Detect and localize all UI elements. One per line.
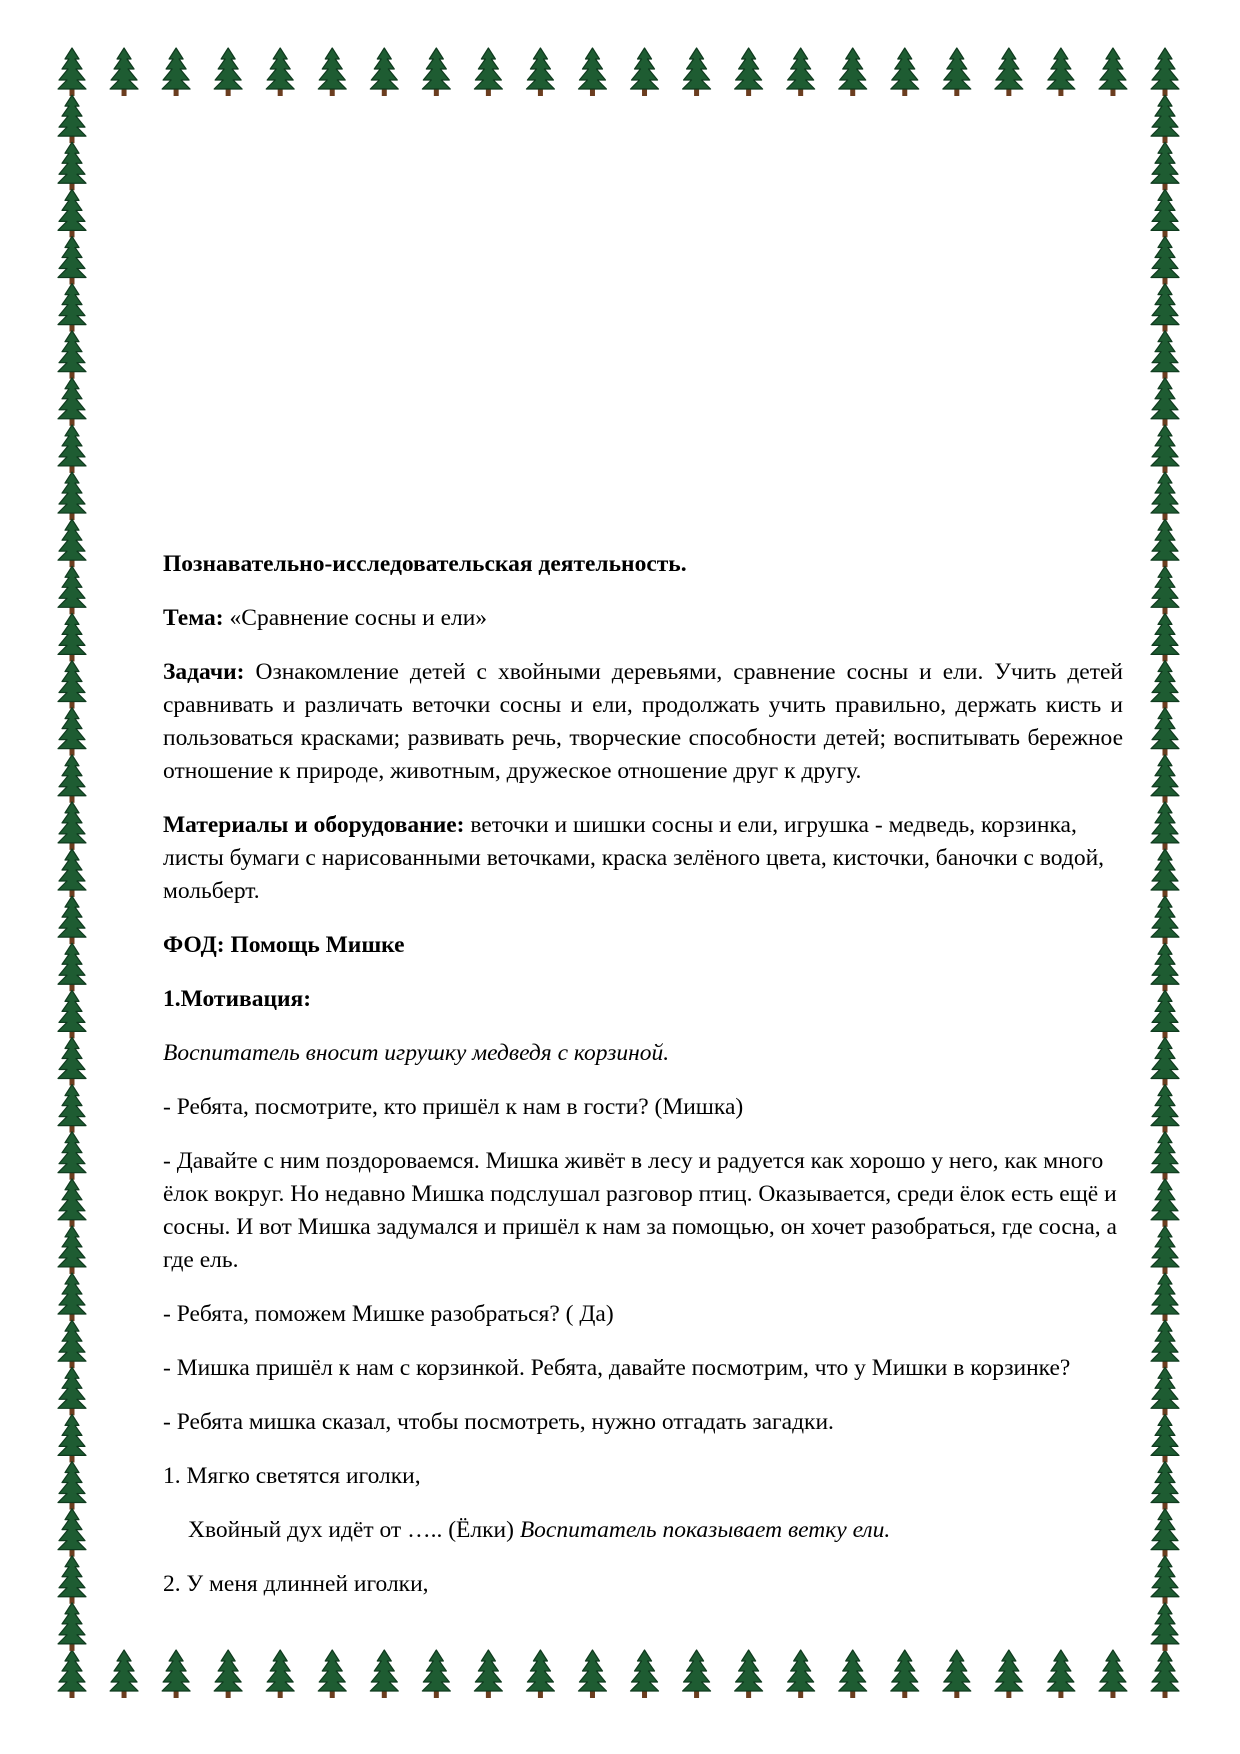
fir-tree-icon xyxy=(370,48,398,96)
fir-tree-icon xyxy=(1151,1132,1179,1180)
fir-tree-icon xyxy=(58,849,86,897)
fir-tree-icon xyxy=(891,1650,919,1698)
fir-tree-icon xyxy=(1151,1037,1179,1085)
fir-tree-icon xyxy=(58,284,86,332)
fir-tree-icon xyxy=(1151,1367,1179,1415)
fir-tree-icon xyxy=(1151,708,1179,756)
fir-tree-icon xyxy=(1151,896,1179,944)
fir-tree-icon xyxy=(943,1650,971,1698)
fir-tree-icon xyxy=(58,378,86,426)
fir-tree-icon xyxy=(631,1650,659,1698)
fir-tree-icon xyxy=(58,896,86,944)
fir-tree-icon xyxy=(58,519,86,567)
fir-tree-icon xyxy=(58,1132,86,1180)
materials: Материалы и оборудование: веточки и шишки сосны и ели, игрушка - медведь, корзинка, листы бумаги с нарисованными веточками, краска зелёного цвета, кисточки, баночки с водой, мольберт. xyxy=(163,812,1105,904)
fir-tree-icon xyxy=(1151,1462,1179,1510)
fir-tree-icon xyxy=(318,48,346,96)
fir-tree-icon xyxy=(1151,425,1179,473)
fir-tree-icon xyxy=(578,1650,606,1698)
fir-tree-icon xyxy=(1151,755,1179,803)
fir-tree-icon xyxy=(58,1414,86,1462)
fir-tree-icon xyxy=(58,661,86,709)
fir-tree-icon xyxy=(58,1556,86,1604)
fir-tree-icon xyxy=(58,1509,86,1557)
fir-tree-icon xyxy=(735,48,763,96)
fir-tree-icon xyxy=(58,943,86,991)
document-body xyxy=(163,548,1123,1622)
fir-tree-icon xyxy=(58,189,86,237)
fir-tree-icon xyxy=(526,48,554,96)
fir-tree-icon xyxy=(1151,566,1179,614)
fir-tree-icon xyxy=(266,48,294,96)
dialog-line: - Давайте с ним поздороваемся. Мишка живёт в лесу и радуется как хорошо у него, как много ёлок вокруг. Но недавно Мишка подслушал разговор птиц. Оказывается, среди ёлок есть ещё и сосны. И вот Мишка задумался и пришёл к нам за помощью, он хочет разобраться, где сосна, а где ель. xyxy=(163,1148,1117,1273)
fir-tree-icon xyxy=(578,48,606,96)
dialog-line: - Ребята мишка сказал, чтобы посмотреть, нужно отгадать загадки. xyxy=(163,1409,834,1435)
riddle-1-line-2: Хвойный дух идёт от ….. (Ёлки) Воспитатель показывает ветку ели. xyxy=(188,1517,891,1543)
fir-tree-icon xyxy=(1151,1414,1179,1462)
fir-tree-icon xyxy=(735,1650,763,1698)
fir-tree-icon xyxy=(891,48,919,96)
fir-tree-icon xyxy=(422,48,450,96)
fir-tree-icon xyxy=(162,48,190,96)
fir-tree-icon xyxy=(1099,1650,1127,1698)
fir-tree-icon xyxy=(1151,943,1179,991)
fir-tree-icon xyxy=(1151,1509,1179,1557)
fir-tree-icon xyxy=(787,48,815,96)
fir-tree-icon xyxy=(58,48,86,96)
fir-tree-icon xyxy=(1151,1603,1179,1651)
fir-tree-icon xyxy=(1151,1179,1179,1227)
motivation-title: 1.Мотивация: xyxy=(163,986,312,1012)
fir-tree-icon xyxy=(58,990,86,1038)
fir-tree-icon xyxy=(162,1650,190,1698)
fir-tree-icon xyxy=(1151,331,1179,379)
dialog-line: - Мишка пришёл к нам с корзинкой. Ребята, давайте посмотрим, что у Мишки в корзинке? xyxy=(163,1355,1071,1381)
fir-tree-icon xyxy=(58,95,86,143)
fir-tree-icon xyxy=(1151,1650,1179,1698)
fir-tree-icon xyxy=(318,1650,346,1698)
fir-tree-icon xyxy=(474,48,502,96)
fir-tree-icon xyxy=(58,802,86,850)
fir-tree-icon xyxy=(1151,519,1179,567)
riddle-2: 2. У меня длинней иголки, xyxy=(163,1571,429,1597)
fir-tree-icon xyxy=(1151,990,1179,1038)
fir-tree-icon xyxy=(1151,1556,1179,1604)
fir-tree-icon xyxy=(1151,142,1179,190)
fir-tree-icon xyxy=(1151,378,1179,426)
fir-tree-icon xyxy=(995,48,1023,96)
fir-tree-icon xyxy=(58,1320,86,1368)
dialog-line: - Ребята, поможем Мишке разобраться? ( Да) xyxy=(163,1301,614,1327)
fir-tree-icon xyxy=(110,48,138,96)
fir-tree-icon xyxy=(1047,1650,1075,1698)
fir-tree-icon xyxy=(58,613,86,661)
fir-tree-icon xyxy=(1151,1085,1179,1133)
fir-tree-icon xyxy=(58,1085,86,1133)
fir-tree-icon xyxy=(683,48,711,96)
fir-tree-icon xyxy=(58,425,86,473)
fir-tree-icon xyxy=(1151,95,1179,143)
fir-tree-icon xyxy=(58,1226,86,1274)
fir-tree-icon xyxy=(58,236,86,284)
riddle-1: 1. Мягко светятся иголки, xyxy=(163,1463,421,1489)
fir-tree-icon xyxy=(110,1650,138,1698)
fir-tree-icon xyxy=(1151,802,1179,850)
fir-tree-icon xyxy=(58,1650,86,1698)
fir-tree-icon xyxy=(631,48,659,96)
fir-tree-icon xyxy=(58,142,86,190)
fir-tree-icon xyxy=(1151,613,1179,661)
fir-tree-icon xyxy=(1151,189,1179,237)
fir-tree-icon xyxy=(58,1603,86,1651)
fir-tree-icon xyxy=(1151,1226,1179,1274)
fir-tree-icon xyxy=(214,48,242,96)
dialog-line: - Ребята, посмотрите, кто пришёл к нам в гости? (Мишка) xyxy=(163,1094,744,1120)
tasks: Задачи: Ознакомление детей с хвойными деревьями, сравнение сосны и ели. Учить детей сравнивать и различать веточки сосны и ели, продолжать учить правильно, держать кисть и пользоваться красками; развивать речь, творческие способности детей; воспитывать бережное отношение к природе, животным, дружеское отношение друг к другу. xyxy=(163,659,1123,784)
fir-tree-icon xyxy=(839,48,867,96)
fir-tree-icon xyxy=(1151,1273,1179,1321)
fir-tree-icon xyxy=(943,48,971,96)
fir-tree-icon xyxy=(58,1179,86,1227)
fir-tree-icon xyxy=(474,1650,502,1698)
fir-tree-icon xyxy=(1151,661,1179,709)
fir-tree-icon xyxy=(1151,1320,1179,1368)
fir-tree-icon xyxy=(1099,48,1127,96)
fir-tree-icon xyxy=(1047,48,1075,96)
fir-tree-icon xyxy=(1151,48,1179,96)
fir-tree-icon xyxy=(58,472,86,520)
fir-tree-icon xyxy=(266,1650,294,1698)
teacher-note: Воспитатель вносит игрушку медведя с корзиной. xyxy=(163,1040,670,1066)
fir-tree-icon xyxy=(839,1650,867,1698)
topic: Тема: «Сравнение сосны и ели» xyxy=(163,605,488,631)
fir-tree-icon xyxy=(58,1462,86,1510)
fir-tree-icon xyxy=(58,1273,86,1321)
fod-title: ФОД: Помощь Мишке xyxy=(163,932,405,958)
fir-tree-icon xyxy=(1151,849,1179,897)
fir-tree-icon xyxy=(526,1650,554,1698)
fir-tree-icon xyxy=(1151,472,1179,520)
fir-tree-icon xyxy=(422,1650,450,1698)
fir-tree-icon xyxy=(58,566,86,614)
fir-tree-icon xyxy=(58,1367,86,1415)
heading: Познавательно-исследовательская деятельность. xyxy=(163,551,687,577)
fir-tree-icon xyxy=(58,755,86,803)
fir-tree-icon xyxy=(58,331,86,379)
fir-tree-icon xyxy=(58,1037,86,1085)
fir-tree-icon xyxy=(787,1650,815,1698)
fir-tree-icon xyxy=(683,1650,711,1698)
fir-tree-icon xyxy=(1151,236,1179,284)
fir-tree-icon xyxy=(370,1650,398,1698)
fir-tree-icon xyxy=(214,1650,242,1698)
fir-tree-icon xyxy=(995,1650,1023,1698)
fir-tree-icon xyxy=(1151,284,1179,332)
fir-tree-icon xyxy=(58,708,86,756)
